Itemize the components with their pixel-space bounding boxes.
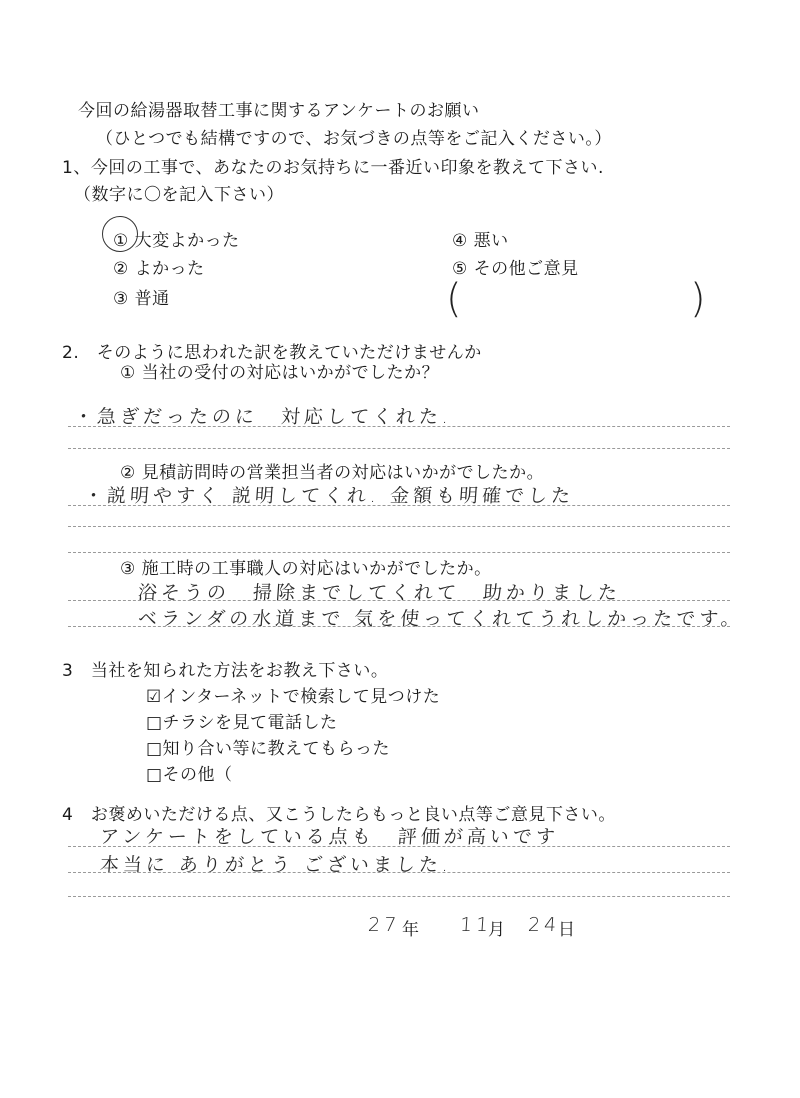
- answer-line: [68, 505, 730, 506]
- q1-option-2[interactable]: ② よかった: [113, 259, 205, 279]
- q3-option-other[interactable]: □その他（: [146, 765, 233, 785]
- q3-option-flyer[interactable]: □チラシを見て電話した: [146, 713, 338, 733]
- q1-option-5[interactable]: ⑤ その他ご意見: [452, 259, 579, 279]
- question-1: 1、今回の工事で、あなたのお気持ちに一番近い印象を教えて下さい.: [62, 158, 604, 178]
- date-month-label: 月: [488, 920, 506, 940]
- answer-line: [68, 600, 730, 601]
- open-paren: (: [446, 276, 462, 322]
- handwritten-answer-2-2: ・説明やすく 説明してくれ. 金額も明確でした: [83, 485, 575, 507]
- q1-option-1[interactable]: ① 大変よかった: [113, 231, 240, 251]
- question-3: 3 当社を知られた方法をお教え下さい。: [62, 661, 389, 681]
- handwritten-answer-2-1: ・急ぎだったのに 対応してくれた.: [73, 406, 453, 428]
- date-year: 27: [367, 914, 401, 936]
- question-2: 2. そのように思われた訳を教えていただけませんか: [62, 343, 482, 363]
- answer-line: [68, 526, 730, 527]
- date-month: 11: [459, 914, 493, 936]
- handwritten-answer-4-1: アンケートをしている点も 評価が高いです: [99, 826, 560, 848]
- date-year-label: 年: [402, 920, 420, 940]
- question-1-note: （数字に〇を記入下さい）: [74, 185, 284, 205]
- q3-option-internet[interactable]: ☑インターネットで検索して見つけた: [146, 687, 441, 707]
- question-2-sub-3: ③ 施工時の工事職人の対応はいかがでしたか。: [120, 559, 492, 579]
- answer-line: [68, 872, 730, 873]
- q1-option-4[interactable]: ④ 悪い: [452, 231, 509, 251]
- answer-line: [68, 846, 730, 847]
- handwritten-answer-2-3a: 浴そうの 掃除までしてくれて 助かりました: [137, 582, 622, 604]
- q1-option-3[interactable]: ③ 普通: [113, 289, 170, 309]
- answer-line: [68, 896, 730, 897]
- answer-line: [68, 626, 730, 627]
- q3-option-acquaintance[interactable]: □知り合い等に教えてもらった: [146, 739, 391, 759]
- answer-line: [68, 448, 730, 449]
- date-day-label: 日: [558, 920, 576, 940]
- answer-line: [68, 426, 730, 427]
- close-paren: ): [690, 276, 706, 322]
- date-day: 24: [527, 914, 561, 936]
- handwritten-answer-4-2: 本当に ありがとう ございました.: [99, 854, 453, 876]
- answer-line: [68, 552, 730, 553]
- handwritten-answer-2-3b: ベランダの水道まで 気を使ってくれてうれしかったです。: [137, 608, 745, 630]
- question-2-sub-2: ② 見積訪問時の営業担当者の対応はいかがでしたか。: [120, 463, 545, 483]
- question-2-sub-1: ① 当社の受付の対応はいかがでしたか？: [120, 363, 440, 383]
- question-4: 4 お褒めいただける点、又こうしたらもっと良い点等ご意見下さい。: [62, 805, 616, 825]
- survey-subtitle: （ひとつでも結構ですので、お気づきの点等をご記入ください。）: [96, 129, 612, 149]
- survey-title: 今回の給湯器取替工事に関するアンケートのお願い: [78, 101, 480, 121]
